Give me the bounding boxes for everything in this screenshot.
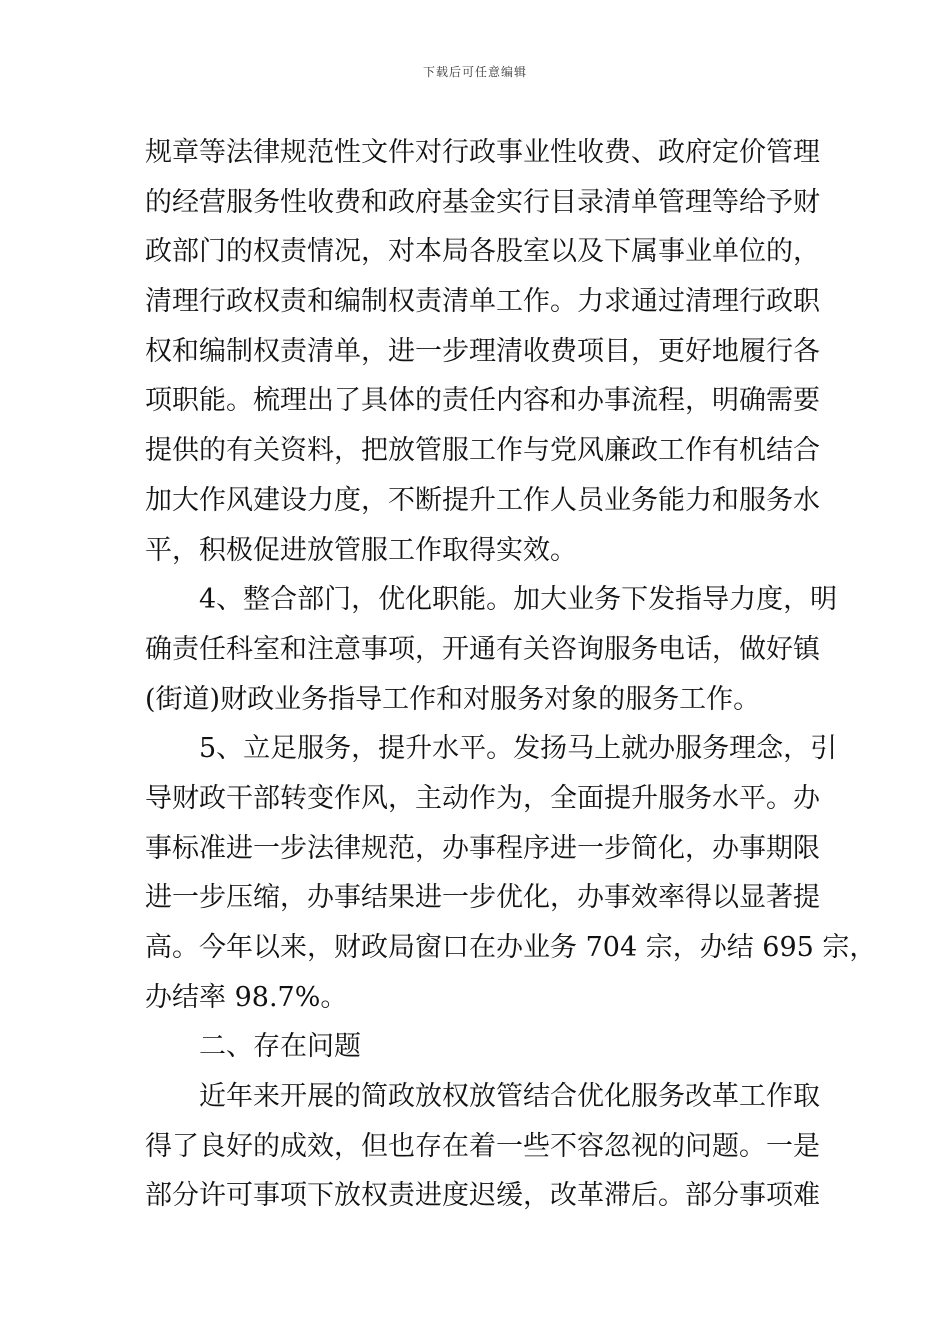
text-line: 政部门的权责情况，对本局各股室以及下属事业单位的， bbox=[145, 236, 820, 268]
text-line: 清理行政权责和编制权责清单工作。力求通过清理行政职 bbox=[145, 286, 820, 318]
text-line: 事标准进一步法律规范，办事程序进一步简化，办事期限 bbox=[145, 832, 820, 864]
text-line: 的经营服务性收费和政府基金实行目录清单管理等给予财 bbox=[145, 186, 820, 218]
text-line: (街道)财政业务指导工作和对服务对象的服务工作。 bbox=[145, 683, 761, 715]
text-line: 进一步压缩，办事结果进一步优化，办事效率得以显著提 bbox=[145, 882, 820, 914]
paragraph-start-line: 近年来开展的简政放权放管结合优化服务改革工作取 bbox=[199, 1081, 820, 1113]
text-line: 平，积极促进放管服工作取得实效。 bbox=[145, 534, 577, 566]
document-body bbox=[145, 128, 877, 1221]
page-header: 下载后可任意编辑 bbox=[422, 65, 527, 79]
section-heading: 二、存在问题 bbox=[199, 1031, 361, 1063]
text-line: 高。今年以来，财政局窗口在办业务 704 宗，办结 695 宗， bbox=[145, 932, 877, 963]
text-line: 项职能。梳理出了具体的责任内容和办事流程，明确需要 bbox=[145, 385, 820, 417]
text-line: 导财政干部转变作风，主动作为，全面提升服务水平。办 bbox=[145, 782, 820, 814]
text-line: 权和编制权责清单，进一步理清收费项目，更好地履行各 bbox=[145, 335, 820, 367]
text-line: 规章等法律规范性文件对行政事业性收费、政府定价管理 bbox=[145, 137, 820, 168]
text-line: 办结率 98.7%。 bbox=[145, 981, 348, 1013]
text-line: 得了良好的成效，但也存在着一些不容忽视的问题。一是 bbox=[145, 1130, 820, 1162]
text-line: 确责任科室和注意事项，开通有关咨询服务电话，做好镇 bbox=[145, 633, 820, 665]
paragraph-start-line: 4、整合部门，优化职能。加大业务下发指导力度，明 bbox=[199, 584, 838, 616]
text-line: 加大作风建设力度，不断提升工作人员业务能力和服务水 bbox=[145, 484, 820, 516]
text-line: 提供的有关资料，把放管服工作与党风廉政工作有机结合 bbox=[145, 435, 820, 467]
text-line: 部分许可事项下放权责进度迟缓，改革滞后。部分事项难 bbox=[145, 1180, 820, 1212]
paragraph-start-line: 5、立足服务，提升水平。发扬马上就办服务理念，引 bbox=[199, 733, 838, 765]
